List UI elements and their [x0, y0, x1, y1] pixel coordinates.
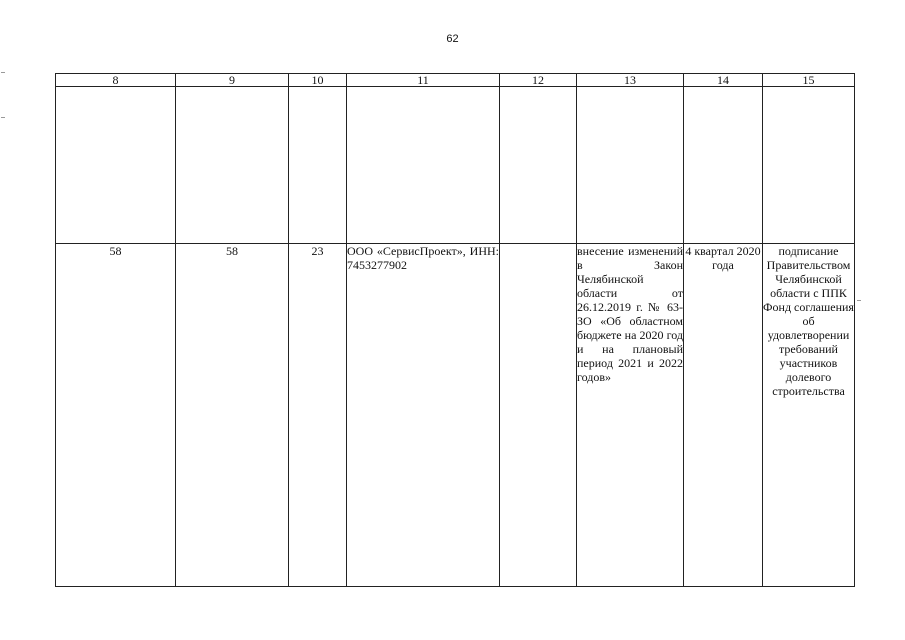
empty-cell — [577, 87, 684, 244]
page-number: 62 — [446, 33, 459, 45]
table-row — [56, 244, 855, 587]
empty-cell — [56, 87, 176, 244]
header-cell: 14 — [684, 74, 763, 87]
cell-col10: 23 — [289, 244, 347, 587]
header-cell: 13 — [577, 74, 684, 87]
cell-col12 — [500, 244, 577, 587]
header-cell: 10 — [289, 74, 347, 87]
header-cell: 9 — [176, 74, 289, 87]
cell-col15: подписание Правительством Челябинской области с ППК Фонд соглашения об удовлетворении требований участников долевого строительства — [763, 244, 855, 587]
header-cell: 15 — [763, 74, 855, 87]
empty-cell — [500, 87, 577, 244]
header-cell: 11 — [347, 74, 500, 87]
empty-row — [56, 87, 855, 244]
scan-mark — [857, 300, 861, 301]
cell-col14: 4 квартал 2020 года — [684, 244, 763, 587]
document-table — [55, 73, 855, 587]
cell-col9: 58 — [176, 244, 289, 587]
empty-cell — [347, 87, 500, 244]
scan-mark — [1, 117, 5, 118]
scan-mark — [1, 72, 5, 73]
empty-cell — [684, 87, 763, 244]
cell-col8: 58 — [56, 244, 176, 587]
empty-cell — [176, 87, 289, 244]
empty-cell — [289, 87, 347, 244]
empty-cell — [763, 87, 855, 244]
header-cell: 8 — [56, 74, 176, 87]
header-row — [56, 74, 855, 87]
cell-col13: внесение изменений в Закон Челябинской области от 26.12.2019 г. № 63-ЗО «Об областном бюджете на 2020 год и на плановый период 2021 и 2022 годов» — [577, 244, 684, 587]
cell-col11: ООО «СервисПроект», ИНН: 7453277902 — [347, 244, 500, 587]
header-cell: 12 — [500, 74, 577, 87]
